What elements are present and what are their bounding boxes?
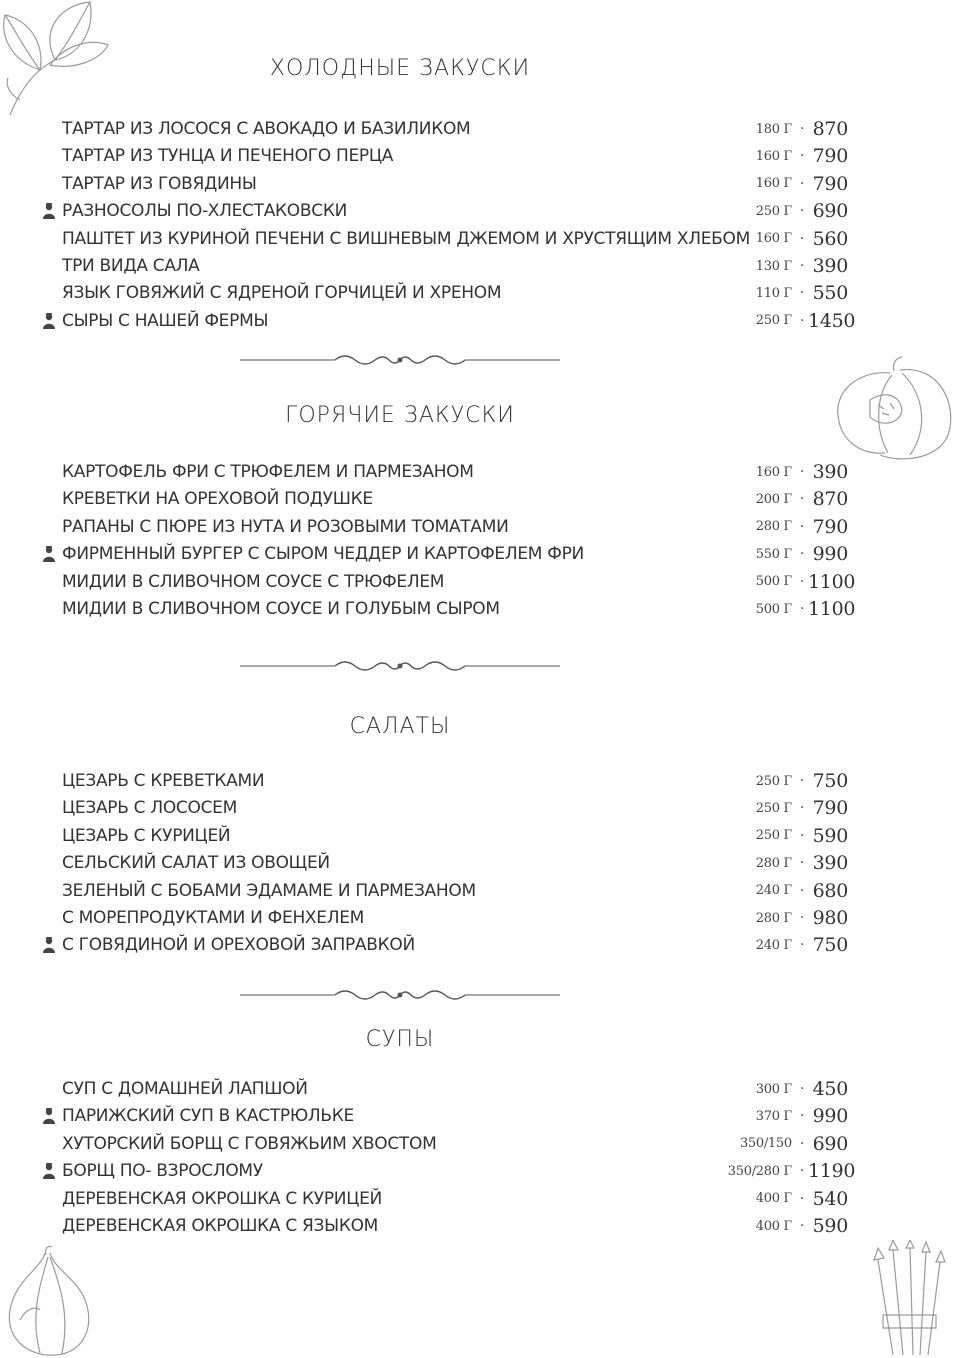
price-separator: · — [799, 1190, 804, 1207]
menu-item-spacer — [40, 1079, 62, 1099]
menu-item-name: С ГОВЯДИНОЙ И ОРЕХОВОЙ ЗАПРАВКОЙ — [62, 935, 415, 956]
menu-item-spacer — [40, 599, 62, 619]
menu-item-spacer — [40, 572, 62, 592]
menu-item-name: СУП С ДОМАШНЕЙ ЛАПШОЙ — [62, 1079, 308, 1099]
menu-item-spacer — [40, 489, 62, 509]
price-separator: · — [799, 491, 804, 508]
menu-item — [40, 459, 848, 485]
price-separator: · — [799, 203, 804, 220]
price-separator: · — [799, 910, 804, 926]
ornamental-divider-icon — [240, 656, 560, 676]
menu-item-name: ЦЕЗАРЬ С КРЕВЕТКАМИ — [62, 771, 265, 791]
menu-item-spacer — [40, 881, 62, 901]
menu-item — [40, 308, 856, 334]
price-separator: · — [799, 601, 804, 617]
ornamental-divider-icon — [240, 985, 560, 1005]
price-separator: · — [799, 882, 804, 899]
asparagus-icon — [858, 1240, 958, 1358]
menu-item-weight: 160 Г — [755, 464, 792, 480]
menu-item-price: 1450 — [808, 309, 856, 332]
chef-icon — [40, 311, 62, 331]
price-separator: · — [799, 1081, 804, 1097]
menu-item-weight: 180 Г — [755, 121, 792, 137]
menu-item-weight: 250 Г — [755, 800, 792, 816]
menu-item — [40, 143, 848, 169]
menu-item-weight: 280 Г — [755, 519, 792, 535]
menu-item-weight: 280 Г — [755, 910, 792, 926]
menu-item-name: С МОРЕПРОДУКТАМИ И ФЕНХЕЛЕМ — [62, 908, 365, 928]
menu-item-spacer — [40, 1216, 62, 1236]
menu-item-spacer — [40, 771, 62, 791]
menu-item-price: 690 — [812, 200, 848, 223]
chef-icon — [40, 201, 62, 221]
menu-item-weight: 160 Г — [755, 148, 792, 164]
menu-item-price: 790 — [812, 172, 848, 195]
menu-item — [40, 795, 848, 821]
menu-item-spacer — [40, 462, 62, 482]
menu-item-name: РАЗНОСОЛЫ ПО-ХЛЕСТАКОВСКИ — [62, 201, 348, 222]
menu-item-spacer — [40, 283, 62, 303]
price-separator: · — [799, 1135, 804, 1152]
menu-item-spacer — [40, 174, 62, 194]
menu-item-weight: 350/280 Г — [727, 1163, 792, 1179]
menu-item-weight: 200 Г — [755, 491, 792, 507]
menu-item-price: 390 — [812, 461, 848, 483]
menu-item-name: ТАРТАР ИЗ ЛОСОСЯ С АВОКАДО И БАЗИЛИКОМ — [62, 119, 471, 139]
menu-item — [40, 768, 848, 794]
menu-item-price: 750 — [812, 770, 848, 792]
chef-icon — [40, 544, 62, 564]
menu-item — [40, 850, 848, 876]
menu-item-name: ДЕРЕВЕНСКАЯ ОКРОШКА С КУРИЦЕЙ — [62, 1188, 382, 1209]
menu-item-price: 990 — [812, 1105, 848, 1128]
menu-item-spacer — [40, 798, 62, 818]
menu-item-name: БОРЩ ПО- ВЗРОСЛОМУ — [62, 1161, 263, 1182]
menu-item-price: 1100 — [808, 570, 856, 593]
menu-item-weight: 250 Г — [755, 313, 792, 329]
menu-item-spacer — [40, 1134, 62, 1154]
menu-item-spacer — [40, 119, 62, 139]
menu-item-spacer — [40, 908, 62, 928]
menu-item-weight: 110 Г — [755, 285, 792, 301]
menu-item-spacer — [40, 826, 62, 846]
price-separator: · — [799, 230, 804, 247]
menu-item — [40, 1158, 856, 1184]
price-separator: · — [799, 773, 804, 789]
menu-item-price: 870 — [812, 488, 848, 511]
chef-icon — [40, 1161, 62, 1181]
price-separator: · — [799, 827, 804, 844]
menu-item-weight: 500 Г — [755, 601, 792, 617]
menu-item-weight: 240 Г — [755, 883, 792, 899]
price-separator: · — [799, 573, 804, 590]
menu-item-price: 390 — [812, 852, 848, 875]
menu-item-name: ДЕРЕВЕНСКАЯ ОКРОШКА С ЯЗЫКОМ — [62, 1216, 379, 1236]
menu-item-name: ЯЗЫК ГОВЯЖИЙ С ЯДРЕНОЙ ГОРЧИЦЕЙ И ХРЕНОМ — [62, 283, 502, 304]
menu-item — [40, 1213, 848, 1239]
menu-item-price: 750 — [812, 934, 848, 957]
pumpkin-icon — [830, 355, 958, 465]
price-separator: · — [799, 175, 804, 192]
menu-item — [40, 198, 848, 224]
menu-item-price: 870 — [812, 118, 848, 140]
menu-item-weight: 160 Г — [755, 176, 792, 192]
menu-item — [40, 116, 848, 142]
menu-item-name: ПАШТЕТ ИЗ КУРИНОЙ ПЕЧЕНИ С ВИШНЕВЫМ ДЖЕМОМ И ХРУСТЯЩИМ ХЛЕБОМ — [62, 228, 750, 249]
menu-item-price: 540 — [812, 1187, 848, 1210]
menu-item-weight: 240 Г — [755, 937, 792, 953]
price-separator: · — [799, 800, 804, 817]
price-separator: · — [799, 312, 804, 329]
menu-item — [40, 253, 848, 279]
menu-item-price: 590 — [812, 1215, 848, 1237]
menu-item-weight: 370 Г — [755, 1108, 792, 1124]
price-separator: · — [799, 1163, 804, 1180]
menu-item — [40, 226, 848, 252]
section-title-cold-starters: ХОЛОДНЫЕ ЗАКУСКИ — [269, 56, 531, 81]
menu-item — [40, 905, 848, 931]
menu-item-name: КРЕВЕТКИ НА ОРЕХОВОЙ ПОДУШКЕ — [62, 489, 373, 510]
menu-item — [40, 932, 848, 958]
menu-item — [40, 1076, 848, 1102]
menu-item-spacer — [40, 229, 62, 249]
menu-item — [40, 171, 848, 197]
price-separator: · — [799, 855, 804, 872]
menu-item-spacer — [40, 517, 62, 537]
menu-item-name: ТАРТАР ИЗ ГОВЯДИНЫ — [62, 173, 257, 194]
menu-item-name: МИДИИ В СЛИВОЧНОМ СОУСЕ С ТРЮФЕЛЕМ — [62, 571, 445, 592]
menu-item — [40, 541, 848, 567]
price-separator: · — [799, 1218, 804, 1234]
menu-item-price: 790 — [812, 515, 848, 538]
menu-item-weight: 280 Г — [755, 855, 792, 871]
menu-item-weight: 250 Г — [755, 203, 792, 219]
menu-item — [40, 596, 856, 622]
menu-item — [40, 1103, 848, 1129]
menu-item-name: ЦЕЗАРЬ С ЛОСОСЕМ — [62, 798, 237, 819]
menu-item-weight: 500 Г — [755, 574, 792, 590]
menu-item-spacer — [40, 853, 62, 873]
ornamental-divider-icon — [240, 350, 560, 370]
menu-item-name: ТРИ ВИДА САЛА — [62, 256, 200, 276]
chef-icon — [40, 1106, 62, 1126]
price-separator: · — [799, 937, 804, 954]
menu-item-name: МИДИИ В СЛИВОЧНОМ СОУСЕ И ГОЛУБЫМ СЫРОМ — [62, 599, 500, 619]
menu-item — [40, 486, 848, 512]
price-separator: · — [799, 285, 804, 302]
menu-item-price: 690 — [812, 1132, 848, 1155]
menu-item — [40, 878, 848, 904]
menu-item-name: ХУТОРСКИЙ БОРЩ С ГОВЯЖЬИМ ХВОСТОМ — [62, 1133, 437, 1154]
menu-item-name: КАРТОФЕЛЬ ФРИ С ТРЮФЕЛЕМ И ПАРМЕЗАНОМ — [62, 462, 474, 482]
menu-item-price: 390 — [812, 255, 848, 277]
menu-item-price: 560 — [812, 227, 848, 250]
menu-item-weight: 250 Г — [755, 773, 792, 789]
menu-item — [40, 514, 848, 540]
menu-item-name: ЦЕЗАРЬ С КУРИЦЕЙ — [62, 825, 231, 846]
spinach-leaves-icon — [0, 0, 110, 120]
price-separator: · — [799, 464, 804, 480]
menu-item-name: ТАРТАР ИЗ ТУНЦА И ПЕЧЕНОГО ПЕРЦА — [62, 146, 394, 167]
menu-item-name: СЫРЫ С НАШЕЙ ФЕРМЫ — [62, 310, 269, 331]
menu-item-spacer — [40, 146, 62, 166]
menu-item-name: ФИРМЕННЫЙ БУРГЕР С СЫРОМ ЧЕДДЕР И КАРТОФЕЛЕМ ФРИ — [62, 544, 584, 565]
menu-item-weight: 400 Г — [755, 1218, 792, 1234]
menu-item-price: 1100 — [808, 598, 856, 620]
menu-item-name: РАПАНЫ С ПЮРЕ ИЗ НУТА И РОЗОВЫМИ ТОМАТАМИ — [62, 516, 509, 537]
price-separator: · — [799, 258, 804, 274]
menu-item — [40, 823, 848, 849]
menu-item-price: 590 — [812, 824, 848, 847]
menu-item — [40, 569, 856, 595]
price-separator: · — [799, 546, 804, 563]
price-separator: · — [799, 121, 804, 137]
menu-item-price: 790 — [812, 145, 848, 168]
menu-item-spacer — [40, 256, 62, 276]
menu-item-name: ЗЕЛЕНЫЙ С БОБАМИ ЭДАМАМЕ И ПАРМЕЗАНОМ — [62, 880, 476, 901]
menu-item-spacer — [40, 1189, 62, 1209]
section-title-hot-starters: ГОРЯЧИЕ ЗАКУСКИ — [285, 403, 515, 428]
section-title-salads: САЛАТЫ — [349, 714, 451, 739]
menu-item — [40, 1131, 848, 1157]
menu-item-name: ПАРИЖСКИЙ СУП В КАСТРЮЛЬКЕ — [62, 1106, 354, 1127]
onion-icon — [0, 1245, 100, 1358]
menu-item-price: 680 — [812, 879, 848, 902]
price-separator: · — [799, 518, 804, 535]
menu-item-weight: 160 Г — [755, 231, 792, 247]
menu-item — [40, 1186, 848, 1212]
menu-item-weight: 300 Г — [755, 1081, 792, 1097]
menu-item-name: СЕЛЬСКИЙ САЛАТ ИЗ ОВОЩЕЙ — [62, 853, 330, 874]
menu-item-price: 980 — [812, 907, 848, 929]
chef-icon — [40, 935, 62, 955]
menu-item-weight: 350/150 — [739, 1136, 792, 1152]
menu-item-price: 1190 — [808, 1160, 856, 1183]
price-separator: · — [799, 148, 804, 165]
menu-item-price: 990 — [812, 543, 848, 566]
price-separator: · — [799, 1108, 804, 1125]
menu-item-weight: 250 Г — [755, 828, 792, 844]
menu-item-weight: 130 Г — [755, 258, 792, 274]
menu-item — [40, 280, 848, 306]
menu-item-price: 550 — [812, 282, 848, 305]
menu-item-weight: 550 Г — [755, 546, 792, 562]
section-title-soups: СУПЫ — [365, 1027, 435, 1052]
menu-item-weight: 400 Г — [755, 1191, 792, 1207]
menu-item-price: 450 — [812, 1078, 848, 1100]
menu-item-price: 790 — [812, 797, 848, 820]
